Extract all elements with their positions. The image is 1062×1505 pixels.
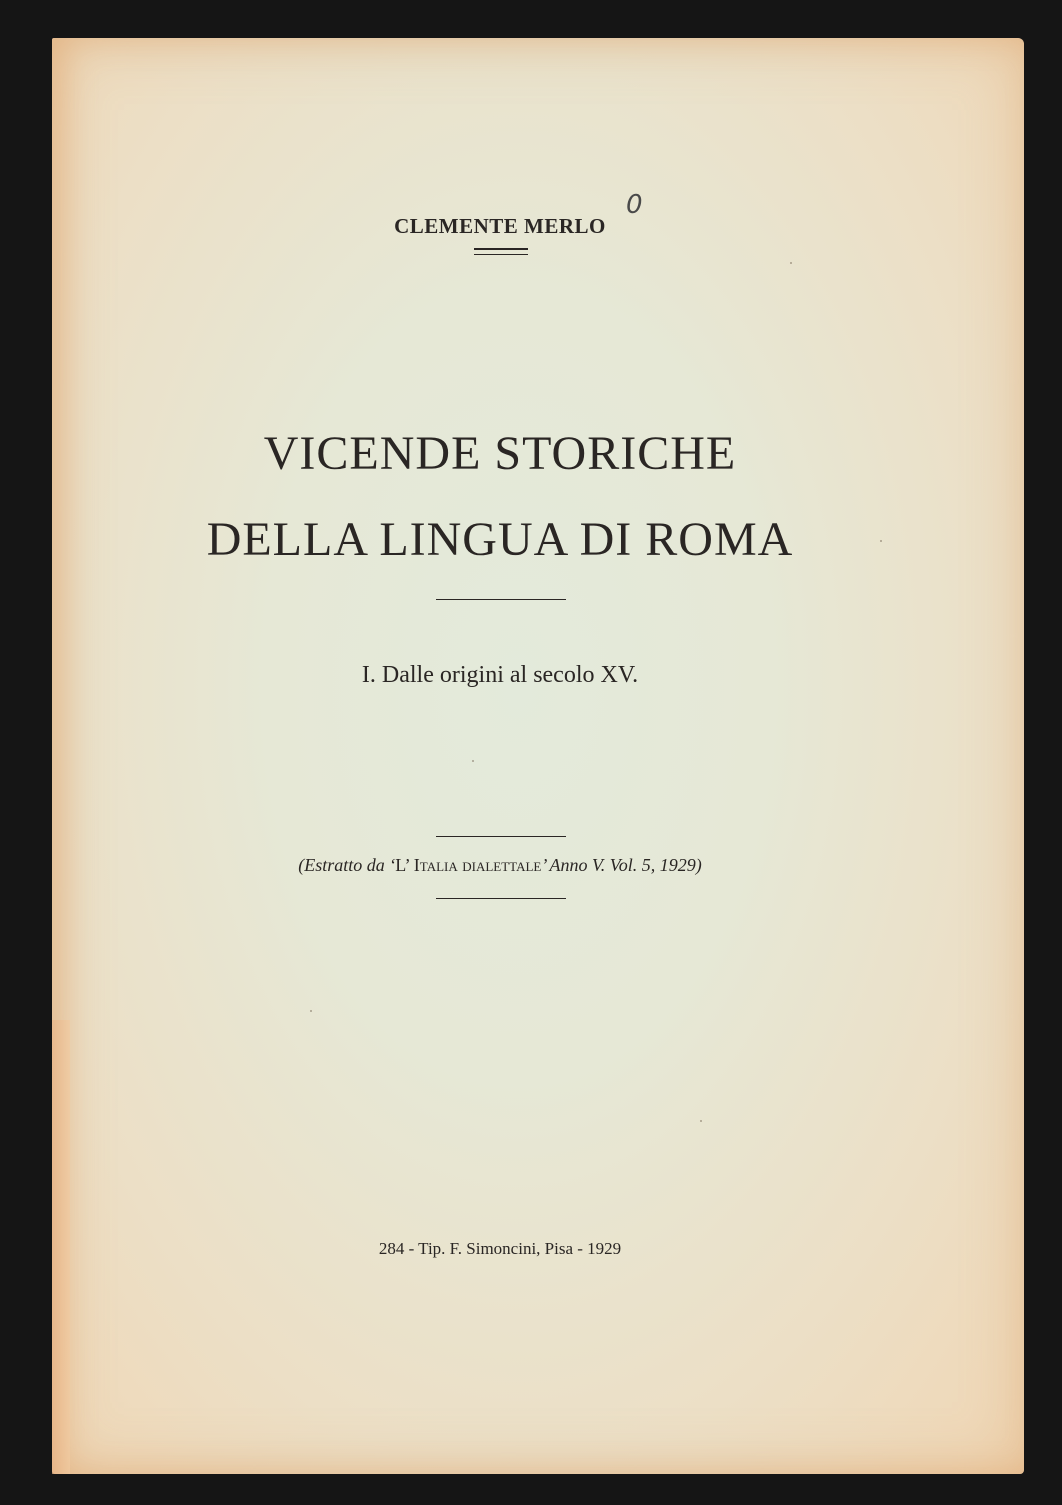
extract-close: ’ Anno V. Vol. 5, 1929)	[541, 855, 702, 875]
author-rule	[474, 248, 528, 255]
journal-name: L’ Italia dialettale	[395, 855, 542, 875]
title-line-1: VICENDE STORICHE	[263, 427, 737, 480]
extract-rule-top	[436, 836, 566, 837]
author-name: CLEMENTE MERLO	[394, 214, 606, 238]
paper-speck	[790, 262, 792, 264]
subtitle: I. Dalle origini al secolo XV.	[361, 662, 639, 688]
extract-note	[0, 855, 1000, 876]
extract-rule-bottom	[436, 898, 566, 899]
extract-open: (Estratto da ‘	[298, 855, 396, 875]
pencil-mark: 0	[626, 190, 643, 220]
paper-speck	[472, 760, 474, 762]
title-line-2: DELLA LINGUA DI ROMA	[206, 513, 794, 566]
paper-speck	[700, 1120, 702, 1122]
title-rule	[436, 599, 566, 600]
printer-imprint: 284 - Tip. F. Simoncini, Pisa - 1929	[378, 1239, 622, 1258]
paper-speck	[310, 1010, 312, 1012]
